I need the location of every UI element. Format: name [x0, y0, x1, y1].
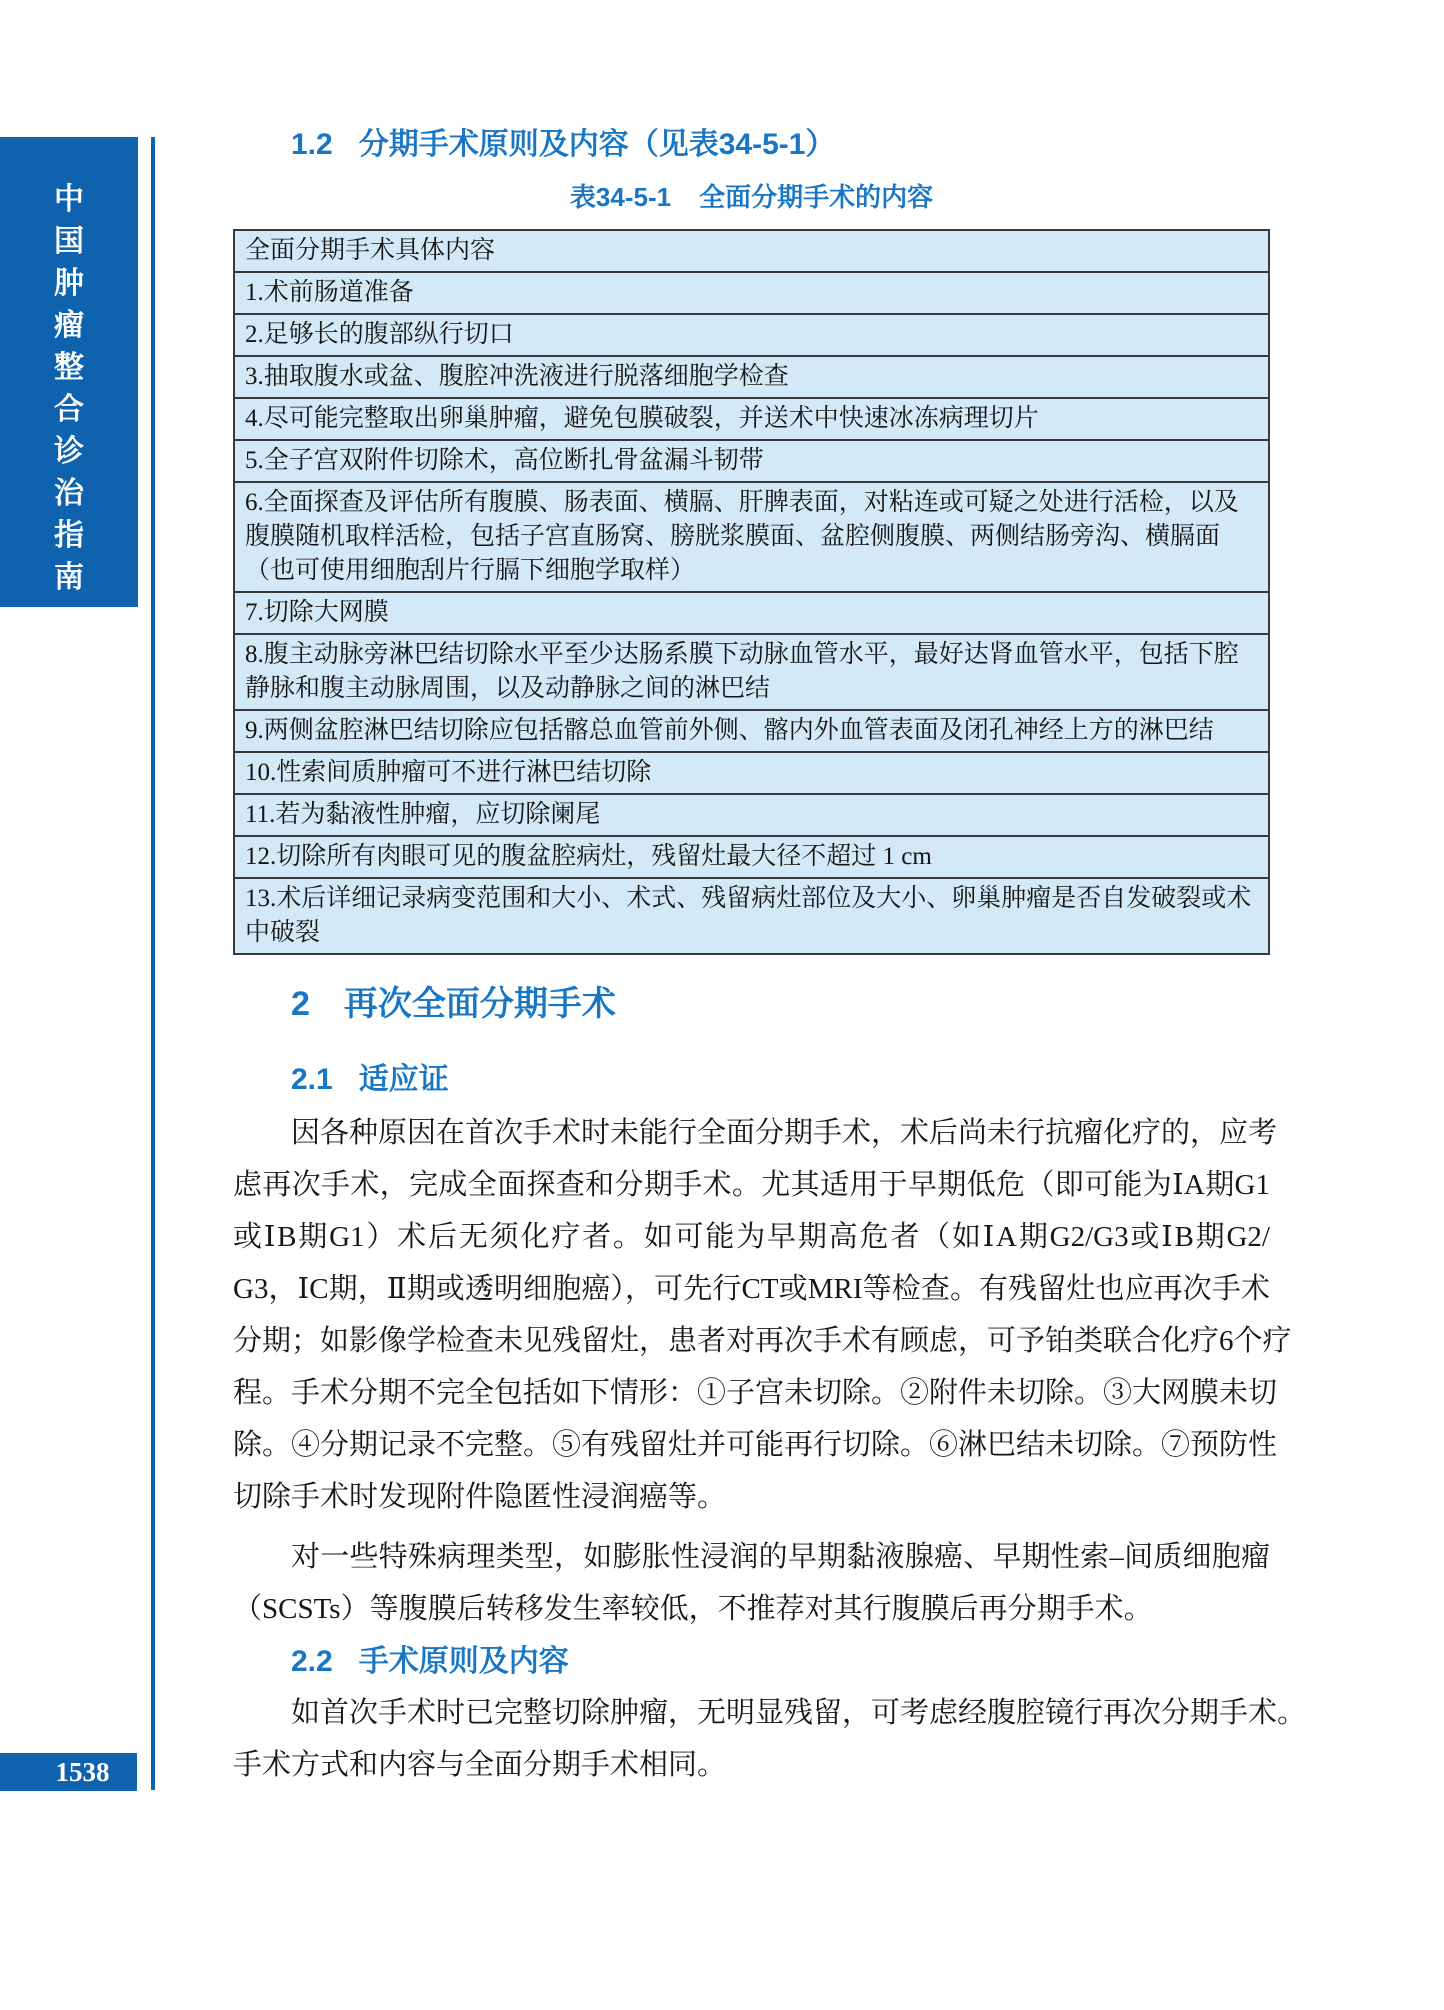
- page-number-badge: [0, 1753, 137, 1791]
- page-number: 1538: [55, 1756, 110, 1787]
- table-cell: 13.术后详细记录病变范围和大小、术式、残留病灶部位及大小、卵巢肿瘤是否自发破裂或术中破裂: [234, 878, 1269, 954]
- book-title-char: 指: [54, 519, 84, 552]
- heading-2-number: 2: [291, 985, 310, 1023]
- vertical-divider: [151, 137, 155, 1790]
- table-header-cell: 全面分期手术具体内容: [234, 230, 1269, 272]
- table-cell: 7.切除大网膜: [234, 592, 1269, 634]
- table-cell: 3.抽取腹水或盆、腹腔冲洗液进行脱落细胞学检查: [234, 356, 1269, 398]
- heading-1-2: [233, 127, 1270, 163]
- table-row: [234, 482, 1269, 592]
- staging-surgery-table: [233, 229, 1270, 955]
- paragraph-line: 对一些特殊病理类型，如膨胀性浸润的早期黏液腺癌、早期性索–间质细胞瘤: [291, 1541, 1270, 1573]
- table-row: [234, 592, 1269, 634]
- paragraph-line: 除。④分期记录不完整。⑤有残留灶并可能再行切除。⑥淋巴结未切除。⑦预防性: [233, 1429, 1278, 1461]
- table-cell: 1.术前肠道准备: [234, 272, 1269, 314]
- table-row: [234, 878, 1269, 954]
- table-row: [234, 836, 1269, 878]
- page-content: [233, 127, 1307, 1791]
- heading-2-title: 再次全面分期手术: [343, 985, 616, 1023]
- heading-2-1-title: 适应证: [358, 1063, 449, 1096]
- table-cell: 8.腹主动脉旁淋巴结切除水平至少达肠系膜下动脉血管水平，最好达肾血管水平，包括下腔静脉和腹主动脉周围，以及动静脉之间的淋巴结: [234, 634, 1269, 710]
- heading-2-2-title: 手术原则及内容: [358, 1645, 569, 1678]
- table-caption: [233, 181, 1270, 213]
- paragraph-line: 因各种原因在首次手术时未能行全面分期手术，术后尚未行抗瘤化疗的，应考: [291, 1117, 1278, 1149]
- table-cell: 10.性索间质肿瘤可不进行淋巴结切除: [234, 752, 1269, 794]
- heading-2-2-number: 2.2: [291, 1645, 333, 1678]
- table-row: [234, 634, 1269, 710]
- table-row: [234, 314, 1269, 356]
- heading-1-2-number: 1.2: [291, 128, 333, 161]
- table-cell: 11.若为黏液性肿瘤，应切除阑尾: [234, 794, 1269, 836]
- table-row: [234, 794, 1269, 836]
- book-title-sidebar: [0, 137, 138, 607]
- paragraph-line: 分期；如影像学检查未见残留灶，患者对再次手术有顾虑，可予铂类联合化疗6个疗: [233, 1325, 1292, 1357]
- table-cell: 9.两侧盆腔淋巴结切除应包括髂总血管前外侧、髂内外血管表面及闭孔神经上方的淋巴结: [234, 710, 1269, 752]
- table-row: [234, 398, 1269, 440]
- book-title-char: 国: [54, 225, 84, 258]
- table-cell: 4.尽可能完整取出卵巢肿瘤，避免包膜破裂，并送术中快速冰冻病理切片: [234, 398, 1269, 440]
- table-cell: 2.足够长的腹部纵行切口: [234, 314, 1269, 356]
- table-row: [234, 440, 1269, 482]
- heading-2: [233, 981, 1270, 1027]
- paragraph-line: G3，ⅠC期，Ⅱ期或透明细胞癌），可先行CT或MRI等检查。有残留灶也应再次手术: [233, 1273, 1270, 1305]
- table-row: [234, 710, 1269, 752]
- paragraph-principles: [233, 1687, 1307, 1791]
- paragraph-line: 程。手术分期不完全包括如下情形：①子宫未切除。②附件未切除。③大网膜未切: [233, 1377, 1278, 1409]
- paragraph-line: 如首次手术时已完整切除肿瘤，无明显残留，可考虑经腹腔镜行再次分期手术。: [291, 1697, 1307, 1729]
- paragraph-line: 虑再次手术，完成全面探查和分期手术。尤其适用于早期低危（即可能为ⅠA期G1: [233, 1169, 1270, 1201]
- book-title-char: 诊: [54, 435, 84, 468]
- book-title-char: 南: [54, 561, 84, 594]
- book-title-char: 治: [54, 477, 84, 510]
- paragraph-indications: [233, 1107, 1292, 1523]
- book-title-char: 中: [54, 183, 84, 216]
- table-cell: 6.全面探查及评估所有腹膜、肠表面、横膈、肝脾表面，对粘连或可疑之处进行活检，以及腹膜随机取样活检，包括子宫直肠窝、膀胱浆膜面、盆腔侧腹膜、两侧结肠旁沟、横膈面（也可使用细胞刮片行膈下细胞学取样）: [234, 482, 1269, 592]
- table-row: [234, 752, 1269, 794]
- table-row: [234, 356, 1269, 398]
- table-row: [234, 272, 1269, 314]
- paragraph-line: 手术方式和内容与全面分期手术相同。: [233, 1749, 727, 1781]
- heading-2-2: [233, 1641, 1270, 1683]
- book-title-char: 整: [54, 351, 84, 384]
- table-cell: 5.全子宫双附件切除术，高位断扎骨盆漏斗韧带: [234, 440, 1269, 482]
- table-caption-label: 表34-5-1: [569, 182, 672, 212]
- table-caption-title: 全面分期手术的内容: [699, 182, 934, 212]
- heading-2-1-number: 2.1: [291, 1063, 333, 1096]
- heading-2-1: [233, 1059, 1270, 1101]
- paragraph-line: 或ⅠB期G1）术后无须化疗者。如可能为早期高危者（如ⅠA期G2/G3或ⅠB期G2/: [233, 1221, 1270, 1253]
- paragraph-special-types: [233, 1531, 1270, 1635]
- book-title-char: 肿: [54, 267, 84, 300]
- table-header-row: [234, 230, 1269, 272]
- book-title-char: 合: [54, 393, 84, 426]
- paragraph-line: 切除手术时发现附件隐匿性浸润癌等。: [233, 1481, 727, 1513]
- book-title-char: 瘤: [54, 309, 84, 342]
- heading-1-2-title: 分期手术原则及内容（见表34-5-1）: [358, 128, 836, 161]
- table-cell: 12.切除所有肉眼可见的腹盆腔病灶，残留灶最大径不超过 1 cm: [234, 836, 1269, 878]
- paragraph-line: （SCSTs）等腹膜后转移发生率较低，不推荐对其行腹膜后再分期手术。: [233, 1593, 1153, 1625]
